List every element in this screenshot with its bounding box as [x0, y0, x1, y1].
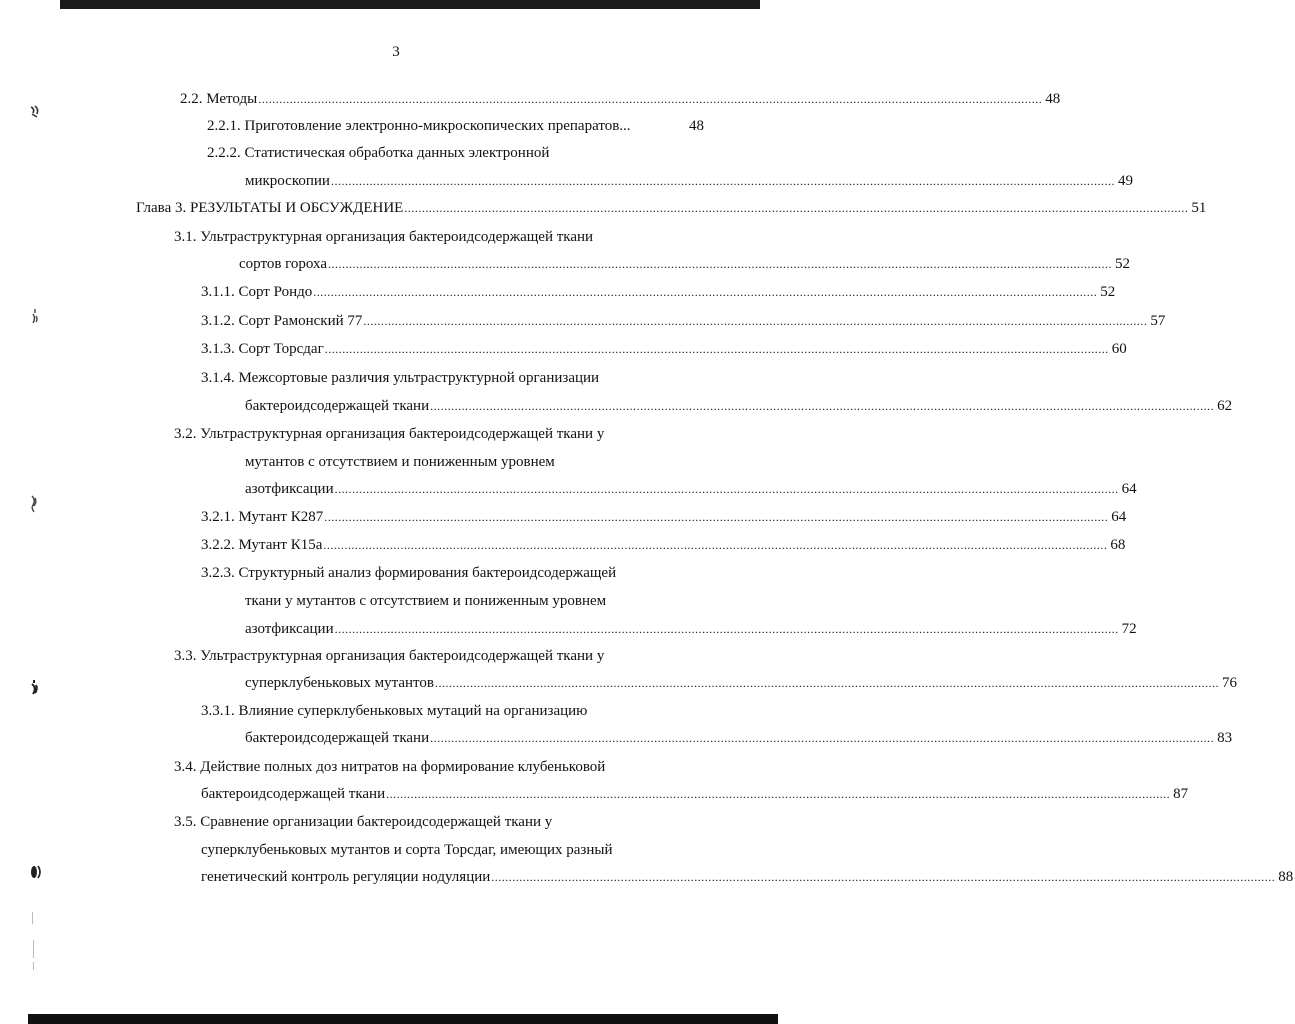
toc-entry[interactable] [201, 282, 1116, 302]
binding-mark-icon [28, 862, 44, 882]
binding-mark-icon [28, 104, 42, 120]
toc-entry-page: 48 [1045, 91, 1061, 107]
toc-entry-title: 3.1.1. Сорт Рондо [201, 284, 313, 300]
toc-entry-page: 72 [1121, 621, 1137, 637]
toc-entry-line: 3.3. Ультраструктурная организация бактероидсодержащей ткани у [174, 648, 605, 664]
scan-noise [33, 962, 34, 970]
dot-leader: ................................................................................................................................................................................................................................ [330, 174, 1115, 188]
scan-noise [33, 940, 34, 958]
toc-entry[interactable] [201, 507, 1127, 527]
toc-entry-title: генетический контроль регуляции нодуляции [201, 869, 491, 885]
toc-entry-line: 3.1. Ультраструктурная организация бактероидсодержащей ткани [174, 229, 594, 245]
toc-entry-page: 64 [1121, 481, 1137, 497]
dot-leader: ................................................................................................................................................................................................................................ [328, 257, 1113, 271]
toc-entry-title: бактероидсодержащей ткани [245, 398, 430, 414]
toc-entry-page: 76 [1221, 675, 1237, 691]
toc-entry-line: 3.1.4. Межсортовые различия ультраструктурной организации [201, 370, 600, 386]
toc-entry-page: 62 [1217, 398, 1233, 414]
toc-entry-line: суперклубеньковых мутантов и сорта Торсдаг, имеющих разный [201, 842, 613, 858]
toc-entry-line: 3.4. Действие полных доз нитратов на формирование клубеньковой [174, 759, 606, 775]
toc-entry-title: 3.1.2. Сорт Рамонский 77 [201, 313, 363, 329]
toc-entry-line: 3.3.1. Влияние суперклубеньковых мутаций на организацию [201, 703, 588, 719]
toc-entry-title: азотфиксации [245, 621, 334, 637]
dot-leader: ................................................................................................................................................................................................................................ [434, 676, 1219, 690]
toc-entry[interactable] [201, 784, 1189, 804]
scan-top-border [60, 0, 760, 9]
toc-entry[interactable] [245, 728, 1233, 748]
toc-entry[interactable] [201, 535, 1126, 555]
toc-entry-title: 2.2.1. Приготовление электронно-микроскопических препаратов... [207, 118, 631, 134]
dot-leader: ................................................................................................................................................................................................................................ [323, 538, 1108, 552]
toc-entry[interactable] [201, 867, 1294, 887]
toc-entry[interactable] [245, 171, 1133, 191]
toc-entry[interactable] [201, 339, 1127, 359]
toc-entry-page: 60 [1111, 341, 1127, 357]
dot-leader: ................................................................................................................................................................................................................................ [324, 510, 1109, 524]
toc-entry-page: 87 [1173, 786, 1189, 802]
toc-entry-page: 57 [1150, 313, 1166, 329]
toc-entry-page: 68 [1110, 537, 1126, 553]
toc-entry-title: азотфиксации [245, 481, 334, 497]
toc-entry-title: микроскопии [245, 173, 330, 189]
toc-entry[interactable] [245, 619, 1137, 639]
toc-entry-line: ткани у мутантов с отсутствием и пониженным уровнем [245, 593, 607, 609]
toc-entry-title: суперклубеньковых мутантов [245, 675, 434, 691]
toc-entry[interactable] [245, 673, 1237, 693]
toc-entry[interactable] [180, 89, 1061, 109]
toc-entry-page: 48 [689, 118, 704, 134]
toc-entry-line: 2.2.2. Статистическая обработка данных электронной [207, 145, 550, 161]
toc-entry-title: бактероидсодержащей ткани [245, 730, 430, 746]
toc-entry[interactable] [239, 254, 1131, 274]
toc-entry-page: 52 [1100, 284, 1116, 300]
toc-entry-line: 3.2.3. Структурный анализ формирования бактероидсодержащей [201, 565, 617, 581]
dot-leader: ................................................................................................................................................................................................................................ [430, 731, 1215, 745]
toc-entry-page: 88 [1278, 869, 1294, 885]
toc-entry-page: 51 [1191, 200, 1207, 216]
toc-entry-page: 83 [1217, 730, 1233, 746]
toc-entry-title: бактероидсодержащей ткани [201, 786, 386, 802]
toc-entry-title: 3.2.2. Мутант К15а [201, 537, 323, 553]
dot-leader: ................................................................................................................................................................................................................................ [386, 787, 1171, 801]
dot-leader: ................................................................................................................................................................................................................................ [313, 285, 1098, 299]
toc-entry-title: Глава 3. РЕЗУЛЬТАТЫ И ОБСУЖДЕНИЕ [136, 200, 404, 216]
toc-entry[interactable] [201, 311, 1166, 331]
dot-leader: ................................................................................................................................................................................................................................ [334, 482, 1119, 496]
toc-entry-title: 3.2.1. Мутант К287 [201, 509, 324, 525]
toc-entry-title: 2.2. Методы [180, 91, 258, 107]
page-number: 3 [392, 44, 400, 60]
toc-entry-page: 49 [1117, 173, 1133, 189]
dot-leader: ................................................................................................................................................................................................................................ [363, 314, 1148, 328]
toc-entry[interactable] [207, 116, 706, 136]
dot-leader: ................................................................................................................................................................................................................................ [334, 622, 1119, 636]
dot-leader: ................................................................................................................................................................................................................................ [258, 92, 1043, 106]
binding-mark-icon [30, 308, 40, 326]
scan-bottom-border [28, 1014, 778, 1024]
toc-entry-title: 3.1.3. Сорт Торсдаг [201, 341, 324, 357]
dot-leader: ................................................................................................................................................................................................................................ [404, 201, 1189, 215]
toc-entry[interactable] [245, 479, 1137, 499]
toc-entry-line: 3.5. Сравнение организации бактероидсодержащей ткани у [174, 814, 553, 830]
binding-mark-icon [29, 494, 39, 514]
dot-leader: ................................................................................................................................................................................................................................ [430, 399, 1215, 413]
toc-entry-line: мутантов с отсутствием и пониженным уровнем [245, 454, 555, 470]
toc-entry-page: 52 [1115, 256, 1131, 272]
dot-leader: ................................................................................................................................................................................................................................ [324, 342, 1109, 356]
toc-entry-line: 3.2. Ультраструктурная организация бактероидсодержащей ткани у [174, 426, 605, 442]
dot-leader: ................................................................................................................................................................................................................................ [491, 870, 1276, 884]
scan-noise [32, 912, 33, 924]
binding-mark-icon [29, 678, 41, 698]
toc-entry-page: 64 [1111, 509, 1127, 525]
toc-entry[interactable] [245, 396, 1233, 416]
toc-entry[interactable] [136, 198, 1207, 218]
toc-entry-title: сортов гороха [239, 256, 328, 272]
